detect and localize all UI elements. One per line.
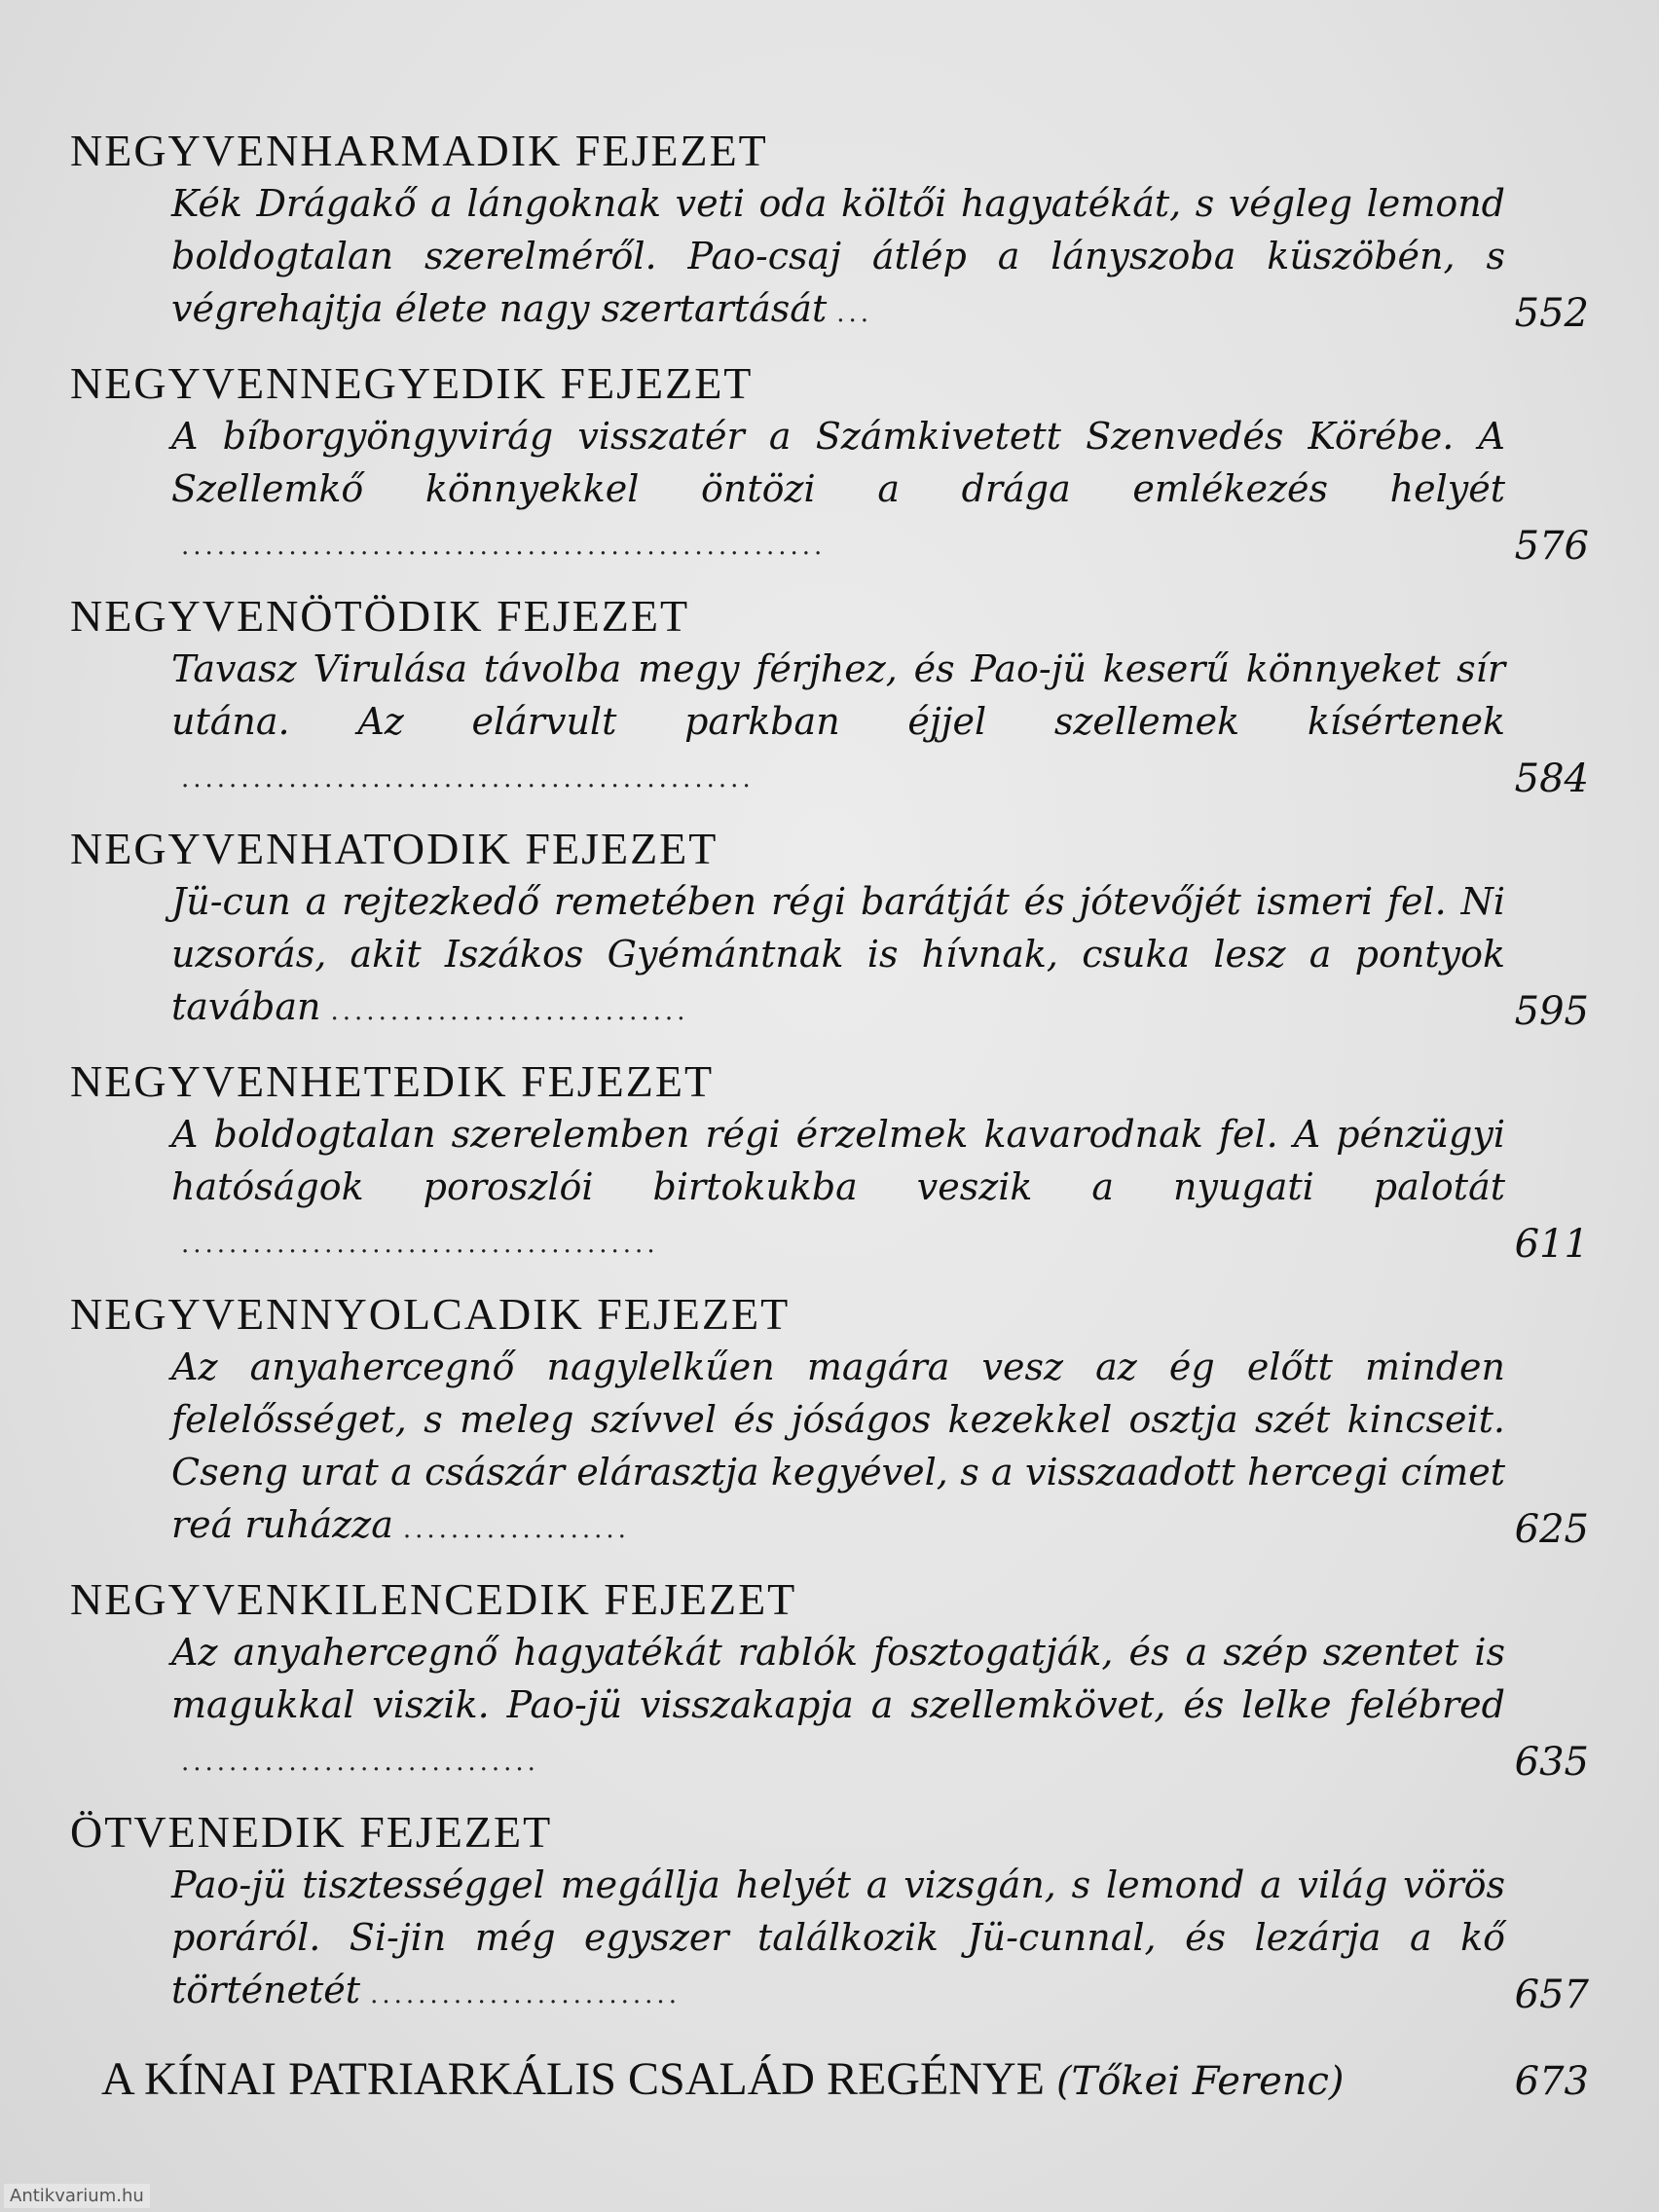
- dot-leader: ..............................: [181, 1748, 539, 1777]
- page-number: 625: [1514, 1507, 1589, 1552]
- chapter-summary: [171, 643, 1505, 805]
- toc-entry: [70, 357, 1589, 572]
- summary-text: Az anyahercegnő hagyatékát rablók fosztogatják, és a szép szentet is magukkal viszik. Pao-jü visszakapja a szellemkövet, és lelke felébred: [171, 1631, 1505, 1726]
- toc-entry: [70, 823, 1589, 1038]
- toc-entry: [70, 1055, 1589, 1271]
- chapter-title: NEGYVENNEGYEDIK FEJEZET: [70, 358, 754, 408]
- chapter-summary: [171, 1626, 1505, 1788]
- summary-text: A boldogtalan szerelemben régi érzelmek kavarodnak fel. A pénzügyi hatóságok poroszlói birtokukba veszik a nyugati palotát: [171, 1113, 1505, 1208]
- page-number: 584: [1514, 756, 1589, 801]
- table-of-contents: [70, 125, 1589, 2111]
- toc-entry: [70, 125, 1589, 340]
- chapter-title: NEGYVENÖTÖDIK FEJEZET: [70, 591, 690, 641]
- chapter-summary: [171, 1859, 1505, 2021]
- summary-text: Tavasz Virulása távolba megy férjhez, és Pao-jü keserű könnyeket sír utána. Az elárvult parkban éjjel szellemek kísértenek: [171, 647, 1505, 743]
- watermark-label: Antikvarium.hu: [4, 2184, 150, 2208]
- afterword-author: (Tőkei Ferenc): [1055, 2059, 1345, 2104]
- page-number: 595: [1514, 989, 1589, 1034]
- chapter-summary: [171, 1108, 1505, 1271]
- dot-leader: ..........................: [370, 1980, 681, 2009]
- chapter-summary: [171, 875, 1505, 1038]
- chapter-title: NEGYVENHARMADIK FEJEZET: [70, 126, 768, 175]
- dot-leader: ..............................: [330, 997, 689, 1026]
- dot-leader: ................................................: [181, 764, 755, 793]
- afterword-entry: [70, 2050, 1589, 2111]
- chapter-title: NEGYVENKILENCEDIK FEJEZET: [70, 1574, 797, 1624]
- summary-text: Kék Drágakő a lángoknak veti oda költői hagyatékát, s végleg lemond boldogtalan szerelméről. Pao-csaj átlép a lányszoba küszöbén, s végrehajtja élete nagy szertartását: [171, 182, 1505, 330]
- summary-text: Pao-jü tisztességgel megállja helyét a vizsgán, s lemond a világ vörös poráról. Si-jin még egyszer találkozik Jü-cunnal, és lezárja a kő történetét: [171, 1863, 1505, 2011]
- afterword-title-text: A KÍNAI PATRIARKÁLIS CSALÁD REGÉNYE: [101, 2053, 1045, 2105]
- toc-entry: [70, 1573, 1589, 1788]
- page-number: 673: [1514, 2059, 1589, 2104]
- chapter-title: ÖTVENEDIK FEJEZET: [70, 1807, 553, 1857]
- page-number: 611: [1514, 1222, 1589, 1267]
- chapter-summary: [171, 177, 1505, 340]
- chapter-summary: [171, 410, 1505, 572]
- toc-entry: [70, 590, 1589, 805]
- dot-leader: ......................................................: [181, 532, 827, 561]
- dot-leader: ...................: [402, 1515, 630, 1544]
- summary-text: Jü-cun a rejtezkedő remetében régi barátját és jótevőjét ismeri fel. Ni uzsorás, akit Iszákos Gyémántnak is hívnak, csuka lesz a pontyok tavában: [171, 880, 1505, 1028]
- toc-entry: [70, 1288, 1589, 1556]
- summary-text: Az anyahercegnő nagylelkűen magára vesz az ég előtt minden felelősséget, s meleg szívvel és jóságos kezekkel osztja szét kincseit. Cseng urat a császár elárasztja kegyével, s a visszaadott hercegi címet reá ruházza: [171, 1346, 1505, 1546]
- page-number: 635: [1514, 1740, 1589, 1785]
- toc-entry: [70, 1806, 1589, 2021]
- afterword-title: [101, 2053, 1345, 2105]
- page-number: 552: [1514, 291, 1589, 336]
- chapter-summary: [171, 1341, 1505, 1556]
- dot-leader: ........................................: [181, 1230, 659, 1259]
- page-number: 576: [1514, 524, 1589, 569]
- chapter-title: NEGYVENHATODIK FEJEZET: [70, 824, 719, 873]
- dot-leader: ...: [836, 299, 873, 328]
- chapter-title: NEGYVENNYOLCADIK FEJEZET: [70, 1289, 791, 1339]
- page-number: 657: [1514, 1972, 1589, 2017]
- chapter-title: NEGYVENHETEDIK FEJEZET: [70, 1056, 715, 1106]
- summary-text: A bíborgyöngyvirág visszatér a Számkivetett Szenvedés Körébe. A Szellemkő könnyekkel öntözi a drága emlékezés helyét: [171, 415, 1505, 510]
